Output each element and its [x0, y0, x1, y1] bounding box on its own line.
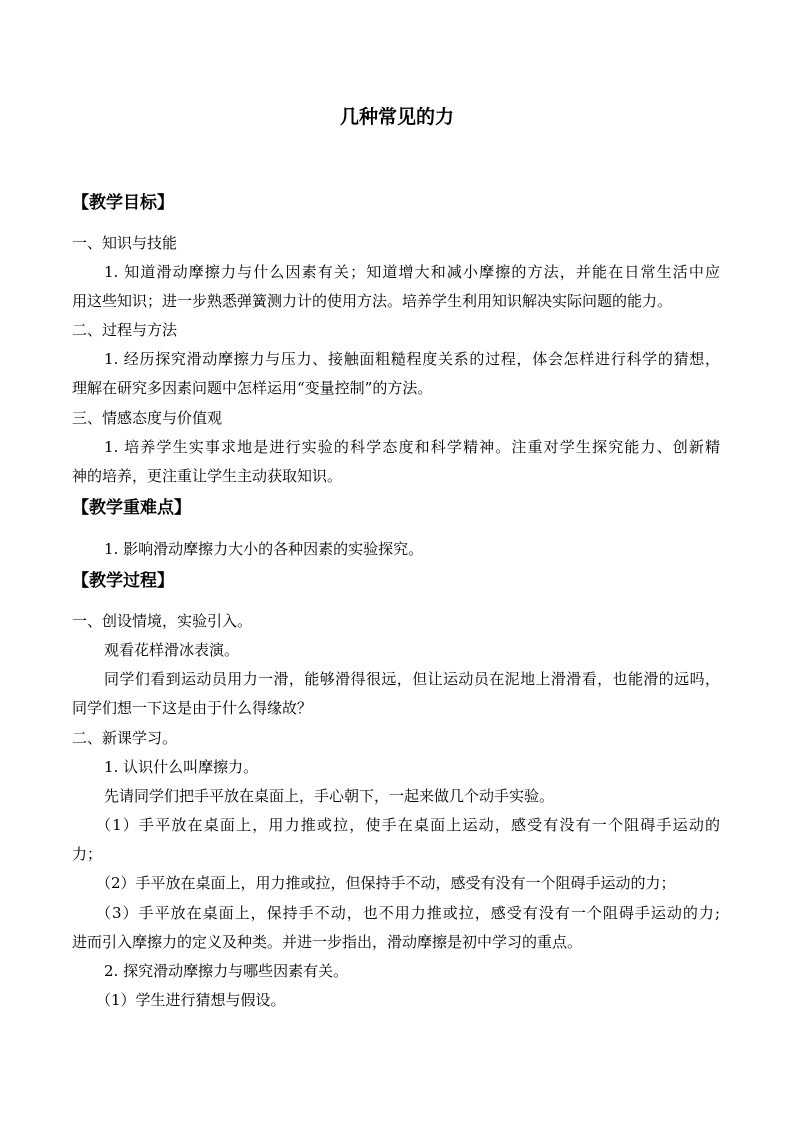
key-points-item1: 1. 影响滑动摩擦力大小的各种因素的实验探究。	[104, 540, 424, 558]
goals-sub3-title: 三、情感态度与价值观	[72, 409, 223, 427]
section-heading-goals: 【教学目标】	[72, 193, 174, 213]
process-step2-item1: 1. 认识什么叫摩擦力。	[104, 758, 259, 776]
section-heading-key-points: 【教学重难点】	[72, 498, 191, 518]
process-step2-item1-p1: 先请同学们把手平放在桌面上，手心朝下，一起来做几个动手实验。	[104, 787, 555, 805]
goals-sub1-paragraph-line1: 1. 知道滑动摩擦力与什么因素有关；知道增大和减小摩擦的方法，并能在日常生活中应	[104, 263, 720, 281]
process-step2-exp1-line2: 力；	[72, 845, 103, 863]
goals-sub2-paragraph-line2: 理解在研究多因素问题中怎样运用“变量控制”的方法。	[72, 379, 433, 397]
process-step2-exp1-line1: （1）手平放在桌面上，用力推或拉，使手在桌面上运动，感受有没有一个阻碍手运动的	[96, 816, 720, 834]
goals-sub3-paragraph-line1: 1. 培养学生实事求地是进行实验的科学态度和科学精神。注重对学生探究能力、创新精	[104, 438, 720, 456]
goals-sub1-title: 一、知识与技能	[72, 234, 178, 252]
process-step2-item2-sub1: （1）学生进行猜想与假设。	[96, 991, 286, 1009]
process-step2-exp3-line2: 进而引入摩擦力的定义及种类。并进一步指出，滑动摩擦是初中学习的重点。	[72, 933, 583, 951]
goals-sub3-paragraph-line2: 神的培养，更注重让学生主动获取知识。	[72, 467, 343, 485]
process-step2-exp2: （2）手平放在桌面上，用力推或拉，但保持手不动，感受有没有一个阻碍手运动的力；	[96, 874, 676, 892]
section-heading-process: 【教学过程】	[72, 571, 174, 591]
goals-sub1-paragraph-line2: 用这些知识；进一步熟悉弹簧测力计的使用方法。培养学生利用知识解决实际问题的能力。	[72, 292, 673, 310]
process-step2-item2: 2. 探究滑动摩擦力与哪些因素有关。	[104, 962, 349, 980]
goals-sub2-paragraph-line1: 1. 经历探究滑动摩擦力与压力、接触面粗糙程度关系的过程，体会怎样进行科学的猜想，	[104, 350, 720, 368]
process-step2-exp3-line1: （3）手平放在桌面上，保持手不动，也不用力推或拉，感受有没有一个阻碍手运动的力;	[96, 904, 720, 922]
process-step1-p2-line2: 同学们想一下这是由于什么得缘故？	[72, 699, 313, 717]
page-title: 几种常见的力	[339, 106, 454, 128]
process-step1-title: 一、创设情境，实验引入。	[72, 612, 253, 630]
process-step1-p2-line1: 同学们看到运动员用力一滑，能够滑得很远，但让运动员在泥地上滑滑看，也能滑的远吗，	[104, 670, 720, 688]
goals-sub2-title: 二、过程与方法	[72, 321, 178, 339]
process-step2-title: 二、新课学习。	[72, 729, 178, 747]
process-step1-p1: 观看花样滑冰表演。	[104, 641, 240, 659]
